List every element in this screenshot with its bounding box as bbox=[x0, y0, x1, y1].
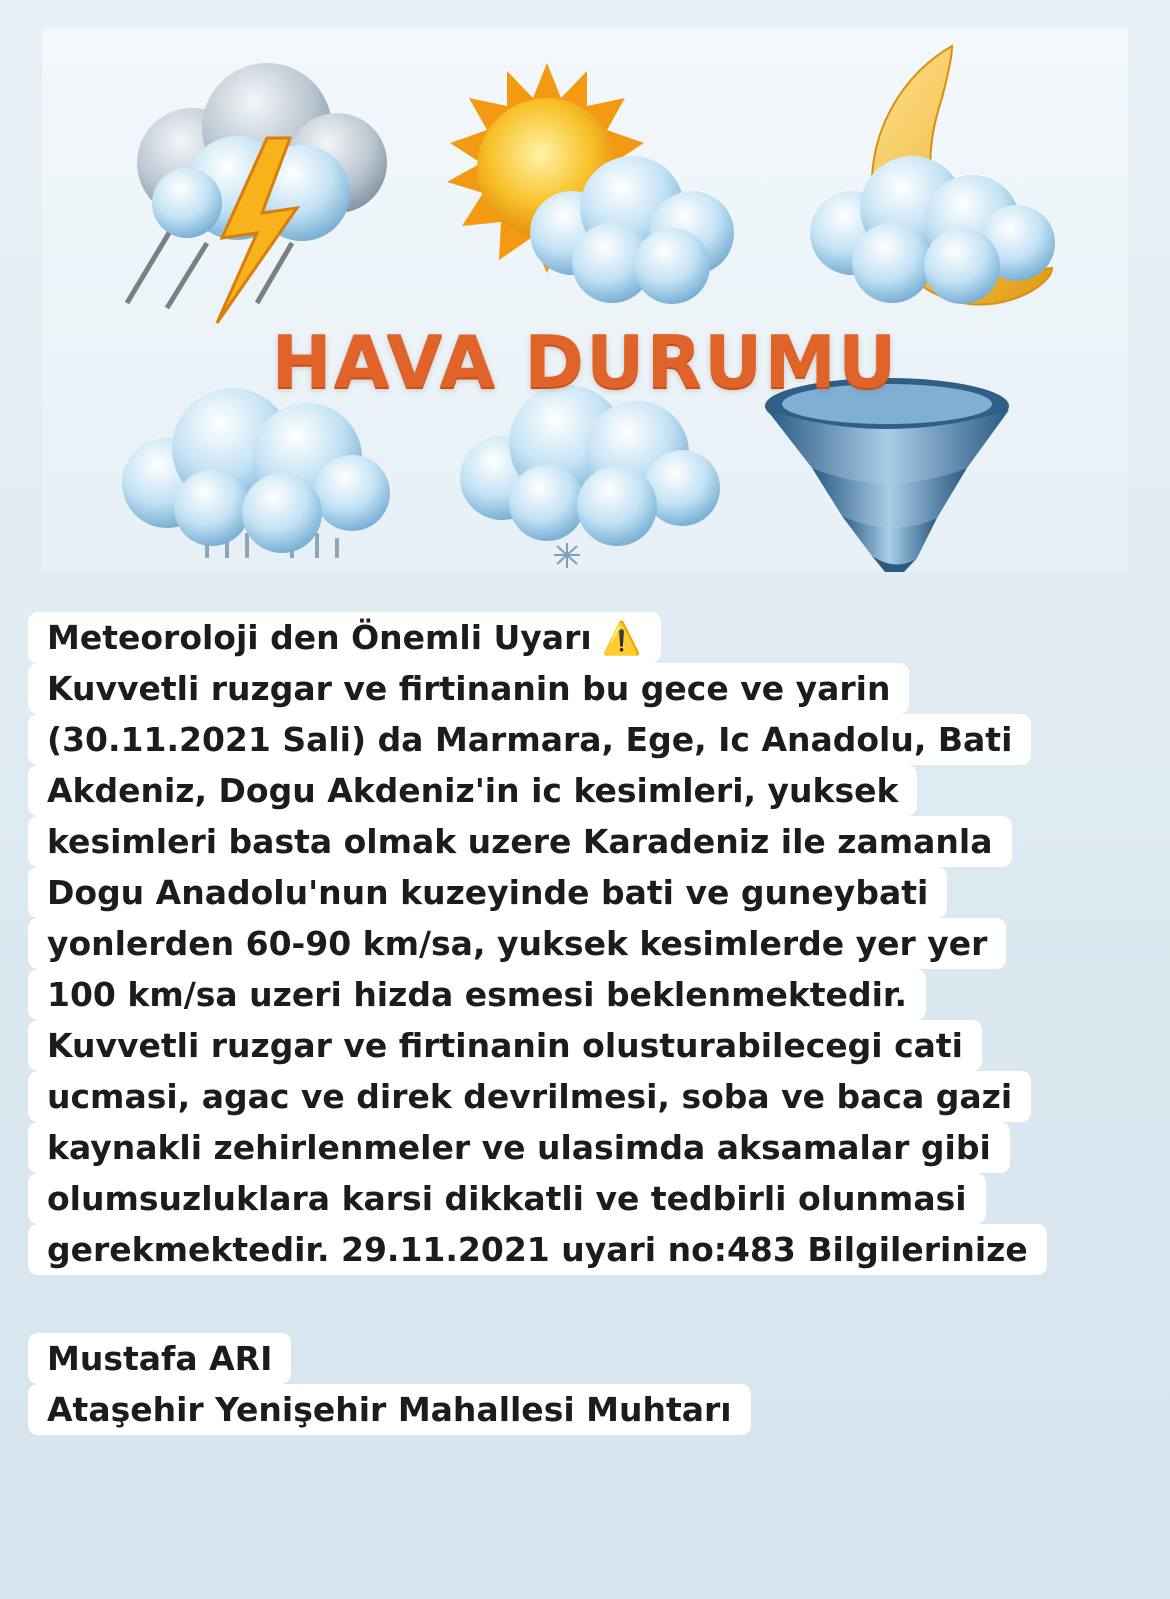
weather-banner bbox=[42, 28, 1128, 572]
weather-illustration bbox=[42, 28, 1128, 572]
message-line: yonlerden 60-90 km/sa, yuksek kesimlerde yer yer bbox=[28, 918, 1006, 969]
message-line: 100 km/sa uzeri hizda esmesi beklenmektedir. bbox=[28, 969, 926, 1020]
message-line: gerekmektedir. 29.11.2021 uyari no:483 Bilgilerinize bbox=[28, 1224, 1047, 1275]
signature-name: Mustafa ARI bbox=[28, 1333, 291, 1384]
message-line: kaynakli zehirlenmeler ve ulasimda aksamalar gibi bbox=[28, 1122, 1010, 1173]
warning-icon: ⚠️ bbox=[601, 619, 642, 657]
sun-cloud-icon bbox=[447, 63, 734, 304]
message-line: ucmasi, agac ve direk devrilmesi, soba ve baca gazi bbox=[28, 1071, 1031, 1122]
moon-cloud-icon bbox=[810, 46, 1055, 304]
message-line: Kuvvetli ruzgar ve firtinanin olusturabilecegi cati bbox=[28, 1020, 982, 1071]
snow-cloud-icon bbox=[460, 385, 720, 568]
message-line: olumsuzluklara karsi dikkatli ve tedbirli olunmasi bbox=[28, 1173, 986, 1224]
message-heading bbox=[28, 612, 661, 663]
banner-title: HAVA DURUMU bbox=[271, 320, 899, 404]
storm-cloud-icon bbox=[127, 63, 387, 323]
message-line: (30.11.2021 Sali) da Marmara, Ege, Ic Anadolu, Bati bbox=[28, 714, 1031, 765]
message-line: kesimleri basta olmak uzere Karadeniz ile zamanla bbox=[28, 816, 1012, 867]
message-line: Kuvvetli ruzgar ve firtinanin bu gece ve yarin bbox=[28, 663, 909, 714]
rain-cloud-icon bbox=[122, 388, 390, 558]
message-heading-text: Meteoroloji den Önemli Uyarı bbox=[47, 618, 592, 657]
signature bbox=[28, 1333, 751, 1435]
message-line: Dogu Anadolu'nun kuzeyinde bati ve guneybati bbox=[28, 867, 947, 918]
warning-message bbox=[28, 612, 1047, 1275]
signature-role: Ataşehir Yenişehir Mahallesi Muhtarı bbox=[28, 1384, 751, 1435]
message-line: Akdeniz, Dogu Akdeniz'in ic kesimleri, yuksek bbox=[28, 765, 917, 816]
tornado-icon bbox=[765, 378, 1009, 572]
